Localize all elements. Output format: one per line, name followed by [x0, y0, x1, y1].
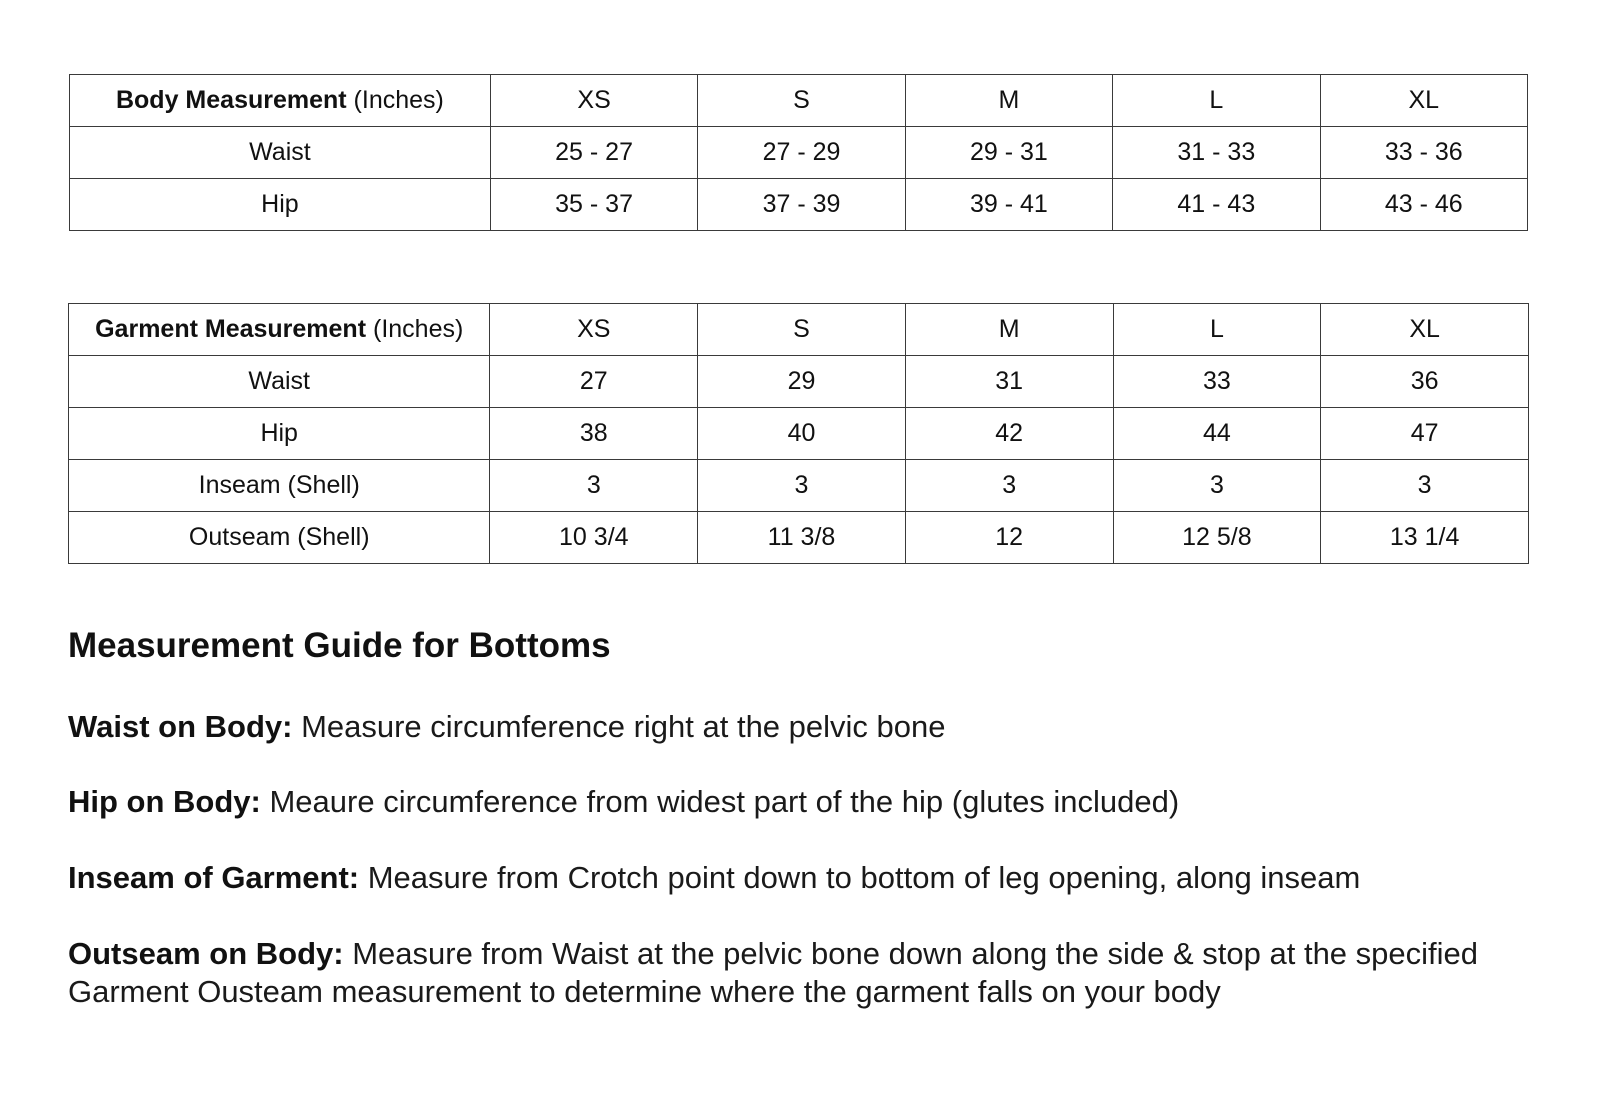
table-cell: 41 - 43 [1113, 179, 1320, 231]
size-header-m: M [905, 75, 1112, 127]
guide-term: Inseam of Garment: [68, 860, 360, 895]
size-header-l: L [1113, 304, 1321, 356]
table-row [69, 512, 1529, 564]
size-header-s: S [698, 75, 905, 127]
guide-item-waist [68, 708, 1548, 746]
table-header-label [69, 304, 490, 356]
size-header-m: M [905, 304, 1113, 356]
table-row [69, 408, 1529, 460]
table-cell: 40 [698, 408, 906, 460]
body-measurement-table [69, 74, 1528, 231]
size-header-xl: XL [1320, 75, 1527, 127]
table-cell: 3 [1321, 460, 1529, 512]
table-cell: 36 [1321, 356, 1529, 408]
table-cell: 38 [490, 408, 698, 460]
table-header-row [70, 75, 1528, 127]
size-header-l: L [1113, 75, 1320, 127]
table-cell: 12 [905, 512, 1113, 564]
table-cell: 39 - 41 [905, 179, 1112, 231]
table-cell: 27 [490, 356, 698, 408]
row-label: Hip [70, 179, 491, 231]
guide-term: Outseam on Body: [68, 936, 344, 971]
table-cell: 42 [905, 408, 1113, 460]
guide-term: Waist on Body: [68, 709, 293, 744]
table-header-title: Body Measurement [115, 86, 347, 114]
table-cell: 33 [1113, 356, 1321, 408]
table-row [70, 127, 1528, 179]
table-cell: 25 - 27 [490, 127, 697, 179]
table-cell: 31 [905, 356, 1113, 408]
size-header-s: S [698, 304, 906, 356]
guide-item-hip [68, 783, 1548, 821]
table-cell: 29 [698, 356, 906, 408]
table-cell: 31 - 33 [1113, 127, 1320, 179]
row-label: Waist [70, 127, 491, 179]
size-header-xs: XS [490, 304, 698, 356]
guide-text: Measure from Crotch point down to bottom of leg opening, along inseam [359, 860, 1361, 895]
table-header-label [70, 75, 491, 127]
size-header-xl: XL [1321, 304, 1529, 356]
table-row [70, 179, 1528, 231]
guide-text: Measure circumference right at the pelvic bone [292, 709, 946, 744]
table-cell: 3 [490, 460, 698, 512]
table-cell: 43 - 46 [1320, 179, 1527, 231]
table-cell: 33 - 36 [1320, 127, 1527, 179]
table-cell: 10 3/4 [490, 512, 698, 564]
table-cell: 11 3/8 [698, 512, 906, 564]
table-header-unit: (Inches) [346, 86, 444, 114]
table-cell: 29 - 31 [905, 127, 1112, 179]
size-header-xs: XS [490, 75, 697, 127]
row-label: Hip [69, 408, 490, 460]
table-row [69, 460, 1529, 512]
table-header-row [69, 304, 1529, 356]
table-cell: 3 [905, 460, 1113, 512]
garment-measurement-table [68, 303, 1529, 564]
table-cell: 3 [1113, 460, 1321, 512]
table-header-title: Garment Measurement [95, 315, 367, 343]
guide-text: Measure from Waist at the pelvic bone down along the side & stop at the specified Garment Ousteam measurement to determine where the garment falls on your body [68, 936, 1479, 1009]
table-cell: 44 [1113, 408, 1321, 460]
table-cell: 35 - 37 [490, 179, 697, 231]
table-cell: 3 [698, 460, 906, 512]
table-row [69, 356, 1529, 408]
table-cell: 37 - 39 [698, 179, 905, 231]
row-label: Inseam (Shell) [69, 460, 490, 512]
table-cell: 27 - 29 [698, 127, 905, 179]
table-cell: 47 [1321, 408, 1529, 460]
guide-item-outseam [68, 935, 1548, 1011]
row-label: Waist [69, 356, 490, 408]
guide-item-inseam [68, 859, 1548, 897]
table-cell: 12 5/8 [1113, 512, 1321, 564]
guide-title: Measurement Guide for Bottoms [68, 626, 611, 665]
table-cell: 13 1/4 [1321, 512, 1529, 564]
row-label: Outseam (Shell) [69, 512, 490, 564]
guide-text: Meaure circumference from widest part of the hip (glutes included) [260, 784, 1180, 819]
guide-term: Hip on Body: [68, 784, 261, 819]
table-header-unit: (Inches) [366, 315, 464, 343]
